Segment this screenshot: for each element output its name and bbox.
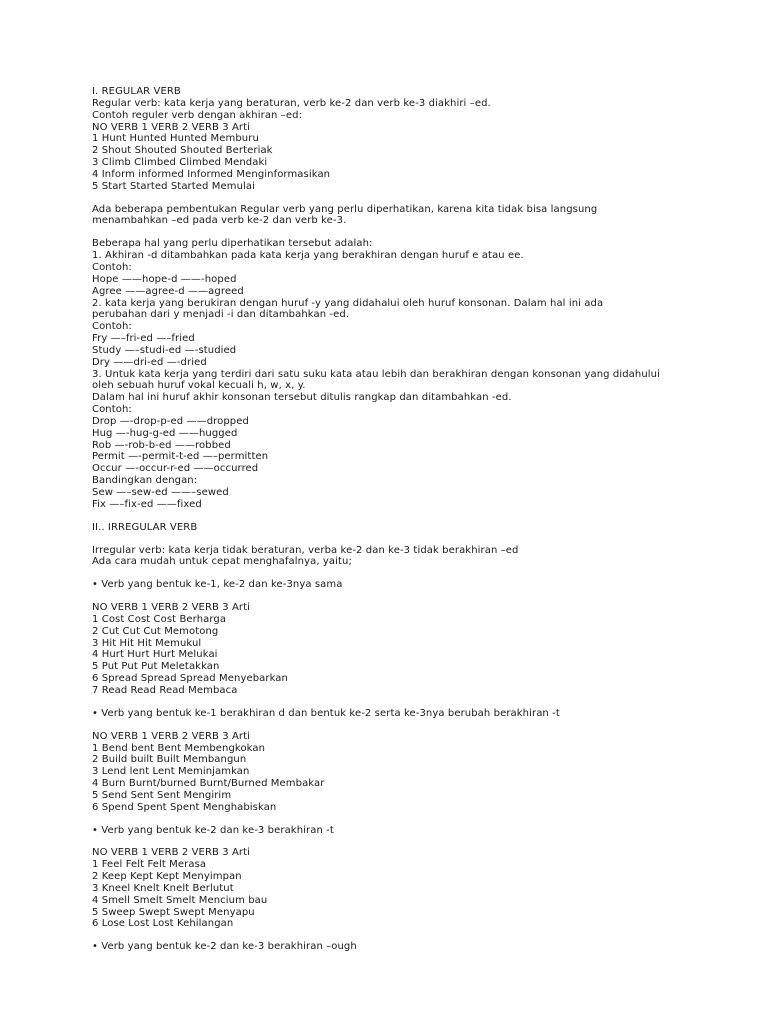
text-line: 6 Spend Spent Spent Menghabiskan xyxy=(92,801,277,813)
text-line: 4 Burn Burnt/burned Burnt/Burned Membakar xyxy=(92,778,325,790)
paragraph xyxy=(92,86,732,193)
text-line: Ada beberapa pembentukan Regular verb yang perlu diperhatikan, karena kita tidak bisa langsung xyxy=(92,203,598,215)
text-line: 1 Cost Cost Cost Berharga xyxy=(92,613,227,625)
paragraph xyxy=(92,238,732,510)
text-line: 2 Build built Built Membangun xyxy=(92,754,247,766)
text-line: Bandingkan dengan: xyxy=(92,475,198,487)
paragraph xyxy=(92,825,732,837)
text-line: Rob —-rob-b-ed ——robbed xyxy=(92,439,231,451)
text-line: 1 Bend bent Bent Membengkokan xyxy=(92,742,266,754)
text-line: Contoh reguler verb dengan akhiran –ed: xyxy=(92,109,303,121)
text-line: 5 Send Sent Sent Mengirim xyxy=(92,789,232,801)
text-line: 5 Sweep Swept Swept Menyapu xyxy=(92,906,255,918)
text-line: menambahkan –ed pada verb ke-2 dan verb ke-3. xyxy=(92,215,347,227)
paragraph xyxy=(92,204,732,228)
text-line: Regular verb: kata kerja yang beraturan, verb ke-2 dan verb ke-3 diakhiri –ed. xyxy=(92,97,491,109)
text-line: Beberapa hal yang perlu diperhatikan tersebut adalah: xyxy=(92,238,373,250)
text-line: Contoh: xyxy=(92,321,132,333)
text-line: Study —–studi-ed —-studied xyxy=(92,344,237,356)
text-line: NO VERB 1 VERB 2 VERB 3 Arti xyxy=(92,847,251,859)
text-line: 1 Hunt Hunted Hunted Memburu xyxy=(92,133,259,145)
text-line: Contoh: xyxy=(92,404,132,416)
paragraph xyxy=(92,602,732,697)
text-line: 3 Hit Hit Hit Memukul xyxy=(92,637,202,649)
text-line: 2 Shout Shouted Shouted Berteriak xyxy=(92,145,273,157)
paragraph xyxy=(92,522,732,534)
text-line: • Verb yang bentuk ke-2 dan ke-3 berakhiran -t xyxy=(92,824,334,836)
text-line: perubahan dari y menjadi -i dan ditambahkan -ed. xyxy=(92,309,350,321)
text-line: 2 Cut Cut Cut Memotong xyxy=(92,625,219,637)
text-line: NO VERB 1 VERB 2 VERB 3 Arti xyxy=(92,730,251,742)
text-line: Occur —-occur-r-ed ——occurred xyxy=(92,463,259,475)
text-line: Agree ——agree-d ——agreed xyxy=(92,285,244,297)
text-line: Hug —-hug-g-ed ——hugged xyxy=(92,427,238,439)
text-line: 5 Put Put Put Meletakkan xyxy=(92,661,220,673)
text-line: 1. Akhiran -d ditambahkan pada kata kerja yang berakhiran dengan huruf e atau ee. xyxy=(92,250,524,262)
text-line: Ada cara mudah untuk cepat menghafalnya, yaitu; xyxy=(92,556,352,568)
text-line: Dalam hal ini huruf akhir konsonan tersebut ditulis rangkap dan ditambahkan -ed. xyxy=(92,392,512,404)
text-line: 7 Read Read Read Membaca xyxy=(92,684,238,696)
text-line: Dry ——dri-ed —-dried xyxy=(92,356,207,368)
text-line: Irregular verb: kata kerja tidak beraturan, verba ke-2 dan ke-3 tidak berakhiran –ed xyxy=(92,544,519,556)
text-line: 3 Climb Climbed Climbed Mendaki xyxy=(92,157,268,169)
paragraph xyxy=(92,708,732,720)
text-line: 3 Lend lent Lent Meminjamkan xyxy=(92,766,250,778)
text-line: II.. IRREGULAR VERB xyxy=(92,521,198,533)
text-line: 2 Keep Kept Kept Menyimpan xyxy=(92,871,242,883)
text-line: NO VERB 1 VERB 2 VERB 3 Arti xyxy=(92,602,251,614)
paragraph xyxy=(92,579,732,591)
text-line: NO VERB 1 VERB 2 VERB 3 Arti xyxy=(92,121,251,133)
document-body xyxy=(92,86,732,964)
text-line: 4 Inform informed Informed Menginformasikan xyxy=(92,168,331,180)
paragraph xyxy=(92,847,732,930)
text-line: • Verb yang bentuk ke-2 dan ke-3 berakhiran –ough xyxy=(92,941,357,953)
text-line: • Verb yang bentuk ke-1, ke-2 dan ke-3nya sama xyxy=(92,579,343,591)
text-line: Drop —-drop-p-ed ——dropped xyxy=(92,415,249,427)
text-line: Hope ——hope-d ——-hoped xyxy=(92,273,237,285)
text-line: Fry —–fri-ed —–fried xyxy=(92,333,195,345)
text-line: oleh sebuah huruf vokal kecuali h, w, x, y. xyxy=(92,380,306,392)
paragraph xyxy=(92,545,732,569)
text-line: 3. Untuk kata kerja yang terdiri dari satu suku kata atau lebih dan berakhiran dengan konsonan yang didahului xyxy=(92,368,660,380)
paragraph xyxy=(92,941,732,953)
text-line: Contoh: xyxy=(92,261,132,273)
text-line: 1 Feel Felt Felt Merasa xyxy=(92,859,207,871)
text-line: 3 Kneel Knelt Knelt Berlutut xyxy=(92,882,234,894)
text-line: Permit —-permit-t-ed —–permitten xyxy=(92,451,269,463)
text-line: I. REGULAR VERB xyxy=(92,86,181,97)
text-line: 2. kata kerja yang berukiran dengan huruf -y yang didahalui oleh huruf konsonan. Dalam hal ini ada xyxy=(92,297,604,309)
text-line: 4 Smell Smelt Smelt Mencium bau xyxy=(92,894,268,906)
paragraph xyxy=(92,731,732,814)
text-line: 5 Start Started Started Memulai xyxy=(92,180,256,192)
text-line: Sew —–sew-ed ——–sewed xyxy=(92,487,229,498)
text-line: 6 Spread Spread Spread Menyebarkan xyxy=(92,673,288,685)
text-line: • Verb yang bentuk ke-1 berakhiran d dan bentuk ke-2 serta ke-3nya berubah berakhiran -t xyxy=(92,707,560,719)
text-line: Fix —–fix-ed ——fixed xyxy=(92,498,202,510)
text-line: 6 Lose Lost Lost Kehilangan xyxy=(92,918,234,930)
text-line: 4 Hurt Hurt Hurt Melukai xyxy=(92,649,218,661)
